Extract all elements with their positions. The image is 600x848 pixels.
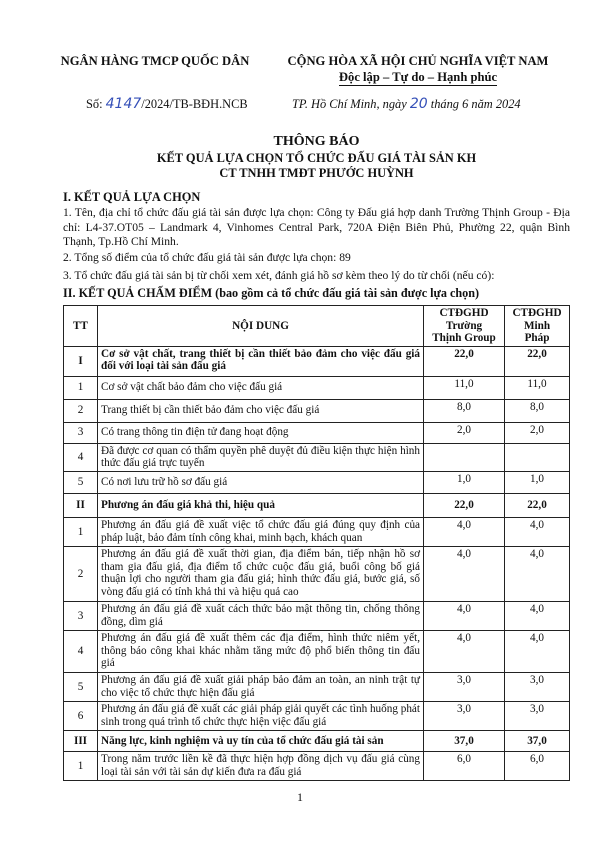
row-score-b: 37,0: [505, 730, 570, 751]
row-score-a: 2,0: [424, 422, 505, 443]
table-row: [64, 546, 570, 601]
reference-suffix: /2024/TB-BĐH.NCB: [141, 97, 248, 111]
row-content: Phương án đấu giá đề xuất thời gian, địa điểm bán, tiếp nhận hồ sơ tham gia đấu giá, địa điểm tổ chức cuộc đấu giá, buổi công bố giá thuận lợi cho người tham gia đấu giá; hình thức đấu giá, bước giá, số vòng đấu giá có tính khả thi và hiệu quả cao: [98, 546, 424, 601]
table-row: [64, 601, 570, 630]
row-score-b: [505, 443, 570, 471]
header-col-minh-phap: [505, 306, 570, 347]
row-score-a: 37,0: [424, 730, 505, 751]
row-score-a: 11,0: [424, 376, 505, 399]
row-score-a: 4,0: [424, 546, 505, 601]
row-content: Cơ sở vật chất, trang thiết bị cần thiết bảo đảm cho việc đấu giá đối với loại tài sản đấu giá: [98, 346, 424, 376]
row-score-a: 8,0: [424, 399, 505, 422]
header-col2-line1: CTĐGHD: [512, 307, 562, 319]
row-score-b: 3,0: [505, 672, 570, 701]
table-header-row: [64, 306, 570, 347]
date-prefix: TP. Hồ Chí Minh, ngày: [292, 97, 407, 111]
row-content: Trong năm trước liền kề đã thực hiện hợp đồng dịch vụ đấu giá cùng loại tài sản với tài sản dự kiến đưa ra đấu giá: [98, 751, 424, 780]
row-score-a: 4,0: [424, 601, 505, 630]
date-handwritten-day: 20: [409, 96, 428, 112]
row-content: Phương án đấu giá đề xuất việc tổ chức đấu giá đúng quy định của pháp luật, bảo đảm tính công khai, minh bạch, khách quan: [98, 517, 424, 546]
scoring-table: [63, 305, 570, 781]
row-score-b: 4,0: [505, 546, 570, 601]
national-title: CỘNG HÒA XÃ HỘI CHỦ NGHĨA VIỆT NAM: [287, 54, 549, 68]
row-score-b: 6,0: [505, 751, 570, 780]
row-content: Phương án đấu giá khả thi, hiệu quả: [98, 493, 424, 517]
header-tt: TT: [64, 306, 98, 347]
row-content: Năng lực, kinh nghiệm và uy tín của tổ chức đấu giá tài sản: [98, 730, 424, 751]
row-content: Phương án đấu giá đề xuất các giải pháp giải quyết các tình huống phát sinh trong quá trình tổ chức thực hiện việc đấu giá: [98, 701, 424, 730]
table-row: [64, 376, 570, 399]
row-content: Cơ sở vật chất bảo đảm cho việc đấu giá: [98, 376, 424, 399]
row-tt: 1: [64, 376, 98, 399]
reference-number: [86, 96, 248, 112]
header-col1-line1: CTĐGHD: [439, 307, 489, 319]
row-score-b: 22,0: [505, 346, 570, 376]
row-tt: 2: [64, 546, 98, 601]
row-score-a: 1,0: [424, 471, 505, 493]
row-tt: 3: [64, 422, 98, 443]
row-tt: III: [64, 730, 98, 751]
header-col2-line2: Minh: [523, 319, 551, 332]
row-score-a: [424, 443, 505, 471]
table-row: [64, 471, 570, 493]
row-score-b: 4,0: [505, 601, 570, 630]
table-row: [64, 751, 570, 780]
header-col1-line3: Thịnh Group: [432, 332, 496, 345]
header-col2-line3: Pháp: [524, 332, 550, 345]
motto-text: Độc lập – Tự do – Hạnh phúc: [338, 70, 498, 84]
row-content: Đã được cơ quan có thẩm quyền phê duyệt đủ điều kiện thực hiện hình thức đấu giá trực tuyến: [98, 443, 424, 471]
row-score-b: 4,0: [505, 517, 570, 546]
document-title: THÔNG BÁO: [273, 134, 360, 149]
table-row: [64, 701, 570, 730]
document-subtitle-line2: CT TNHH TMĐT PHƯỚC HUỲNH: [219, 166, 414, 180]
page-number: 1: [297, 790, 303, 804]
row-content: Có nơi lưu trữ hồ sơ đấu giá: [98, 471, 424, 493]
row-score-a: 4,0: [424, 517, 505, 546]
row-score-b: 22,0: [505, 493, 570, 517]
row-score-b: 4,0: [505, 630, 570, 672]
row-score-a: 3,0: [424, 672, 505, 701]
table-row: [64, 730, 570, 751]
header-col-truong-thinh: [424, 306, 505, 347]
reference-handwritten-number: 4147: [105, 96, 142, 112]
row-tt: I: [64, 346, 98, 376]
row-tt: 3: [64, 601, 98, 630]
section1-heading: I. KẾT QUẢ LỰA CHỌN: [63, 190, 201, 204]
table-row: [64, 517, 570, 546]
row-score-a: 22,0: [424, 493, 505, 517]
row-tt: 2: [64, 399, 98, 422]
header-content: NỘI DUNG: [98, 306, 424, 347]
header-col1-line2: Trường: [445, 319, 483, 332]
row-score-b: 11,0: [505, 376, 570, 399]
issuing-organization: NGÂN HÀNG TMCP QUỐC DÂN: [60, 54, 250, 68]
row-tt: 4: [64, 630, 98, 672]
row-tt: 5: [64, 471, 98, 493]
row-content: Có trang thông tin điện tử đang hoạt động: [98, 422, 424, 443]
section2-heading: II. KẾT QUẢ CHẤM ĐIỂM (bao gồm cả tổ chức đấu giá tài sản được lựa chọn): [63, 286, 480, 300]
row-content: Phương án đấu giá đề xuất cách thức bảo mật thông tin, chống thông đồng, dìm giá: [98, 601, 424, 630]
row-tt: 6: [64, 701, 98, 730]
row-tt: II: [64, 493, 98, 517]
row-tt: 5: [64, 672, 98, 701]
date-suffix: tháng 6 năm 2024: [430, 97, 521, 111]
row-content: Phương án đấu giá đề xuất giải pháp bảo đảm an toàn, an ninh trật tự cho việc tổ chức thực hiện đấu giá: [98, 672, 424, 701]
table-row: [64, 399, 570, 422]
row-tt: 4: [64, 443, 98, 471]
section1-item2: 2. Tổng số điểm của tổ chức đấu giá tài sản được lựa chọn: 89: [63, 251, 351, 264]
row-score-a: 3,0: [424, 701, 505, 730]
document-date: [292, 96, 521, 112]
table-row: [64, 493, 570, 517]
table-row: [64, 672, 570, 701]
table-row: [64, 630, 570, 672]
table-row: [64, 422, 570, 443]
table-row: [64, 346, 570, 376]
row-score-b: 2,0: [505, 422, 570, 443]
row-content: Phương án đấu giá đề xuất thêm các địa điểm, hình thức niêm yết, thông báo công khai khác nhằm tăng mức độ phổ biến thông tin đấu giá: [98, 630, 424, 672]
section1-item1: 1. Tên, địa chỉ tổ chức đấu giá tài sản được lựa chọn: Công ty Đấu giá hợp danh Trường Thịnh Group - Địa chỉ: L4-37.OT05 – Landmark 4, Vinhomes Central Park, 720A Điện Biên Phủ, Phường 22, quận Bình Thạnh, Tp.Hồ Chí Minh.: [63, 206, 570, 248]
row-score-a: 6,0: [424, 751, 505, 780]
row-tt: 1: [64, 751, 98, 780]
row-content: Trang thiết bị cần thiết bảo đảm cho việc đấu giá: [98, 399, 424, 422]
section1-item3: 3. Tổ chức đấu giá tài sản bị từ chối xem xét, đánh giá hồ sơ kèm theo lý do từ chối (nếu có):: [63, 269, 495, 282]
row-score-b: 8,0: [505, 399, 570, 422]
row-score-a: 22,0: [424, 346, 505, 376]
reference-prefix: Số:: [86, 97, 103, 111]
row-tt: 1: [64, 517, 98, 546]
row-score-a: 4,0: [424, 630, 505, 672]
row-score-b: 1,0: [505, 471, 570, 493]
national-motto: [268, 70, 568, 85]
document-subtitle-line1: KẾT QUẢ LỰA CHỌN TỔ CHỨC ĐẤU GIÁ TÀI SẢN KH: [156, 151, 477, 165]
table-row: [64, 443, 570, 471]
row-score-b: 3,0: [505, 701, 570, 730]
